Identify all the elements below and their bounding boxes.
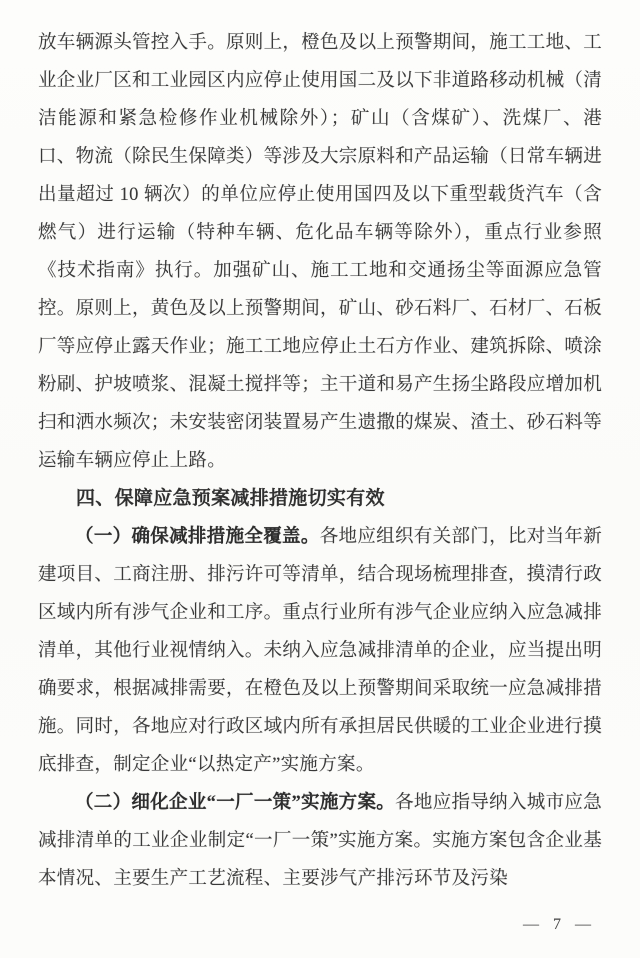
section-heading: 四、保障应急预案减排措施切实有效 <box>76 488 385 509</box>
item-1-body: 各地应组织有关部门，比对当年新建项目、工商注册、排污许可等清单，结合现场梳理排查，摸清行政区域内所有涉气企业和工序。重点行业所有涉气企业应纳入应急减排清单，其他行业视情纳入。未纳入应急减排清单的企业，应当提出明确要求，根据减排需要，在橙色及以上预警期间采取统一应急减排措施。同时，各地应对行政区域内所有承担居民供暖的工业企业进行摸底排查，制定企业“以热定产”实施方案。 <box>38 527 603 775</box>
item-2-body: 各地应指导纳入城市应急减排清单的工业企业制定“一厂一策”实施方案。实施方案包含企业基本情况、主要生产工艺流程、主要涉气产排污环节及污染 <box>38 793 602 889</box>
item-2-lead: （二）细化企业“一厂一策”实施方案。 <box>75 793 396 813</box>
item-2-paragraph <box>38 784 602 898</box>
item-1-lead: （一）确保减排措施全覆盖。 <box>75 527 320 547</box>
item-1-paragraph <box>38 518 602 784</box>
page-number: — 7 — <box>523 916 596 933</box>
intro-paragraph: 放车辆源头管控入手。原则上，橙色及以上预警期间，施工工地、工业企业厂区和工业园区内应停止使用国二及以下非道路移动机械（清洁能源和紧急检修作业机械除外）；矿山（含煤矿）、洗煤厂、港口、物流（除民生保障类）等涉及大宗原料和产品运输（日常车辆进出量超过 10 辆次）的单位应停止使用国四及以下重型载货汽车（含燃气）进行运输（特种车辆、危化品车辆等除外），重点行业参照《技术指南》执行。加强矿山、施工工地和交通扬尘等面源应急管控。原则上，黄色及以上预警期间，矿山、砂石料厂、石材厂、石板厂等应停止露天作业；施工工地应停止土石方作业、建筑拆除、喷涂粉刷、护坡喷浆、混凝土搅拌等；主干道和易产生扬尘路段应增加机扫和洒水频次；未安装密闭装置易产生遗撒的煤炭、渣土、砂石料等运输车辆应停止上路。 <box>38 33 603 471</box>
